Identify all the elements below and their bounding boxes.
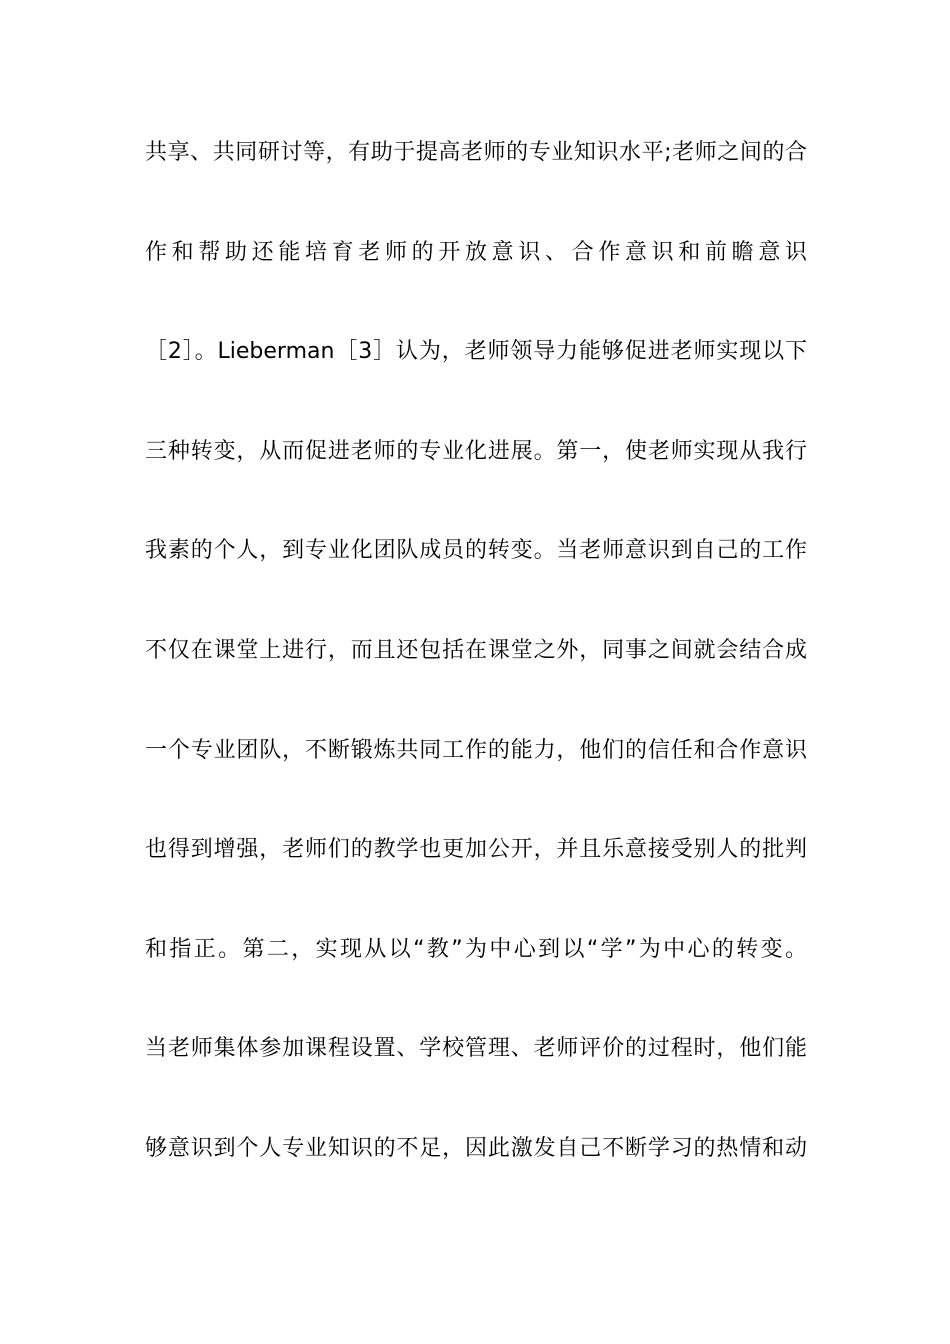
text-line: 够意识到个人专业知识的不足，因此激发自己不断学习的热情和动 bbox=[145, 1135, 807, 1161]
text-line: 三种转变，从而促进老师的专业化进展。第一，使老师实现从我行 bbox=[145, 438, 807, 464]
text-line: 和指正。第二，实现从以“教”为中心到以“学”为中心的转变。 bbox=[145, 936, 807, 962]
text-line: ［2］。Lieberman［3］认为，老师领导力能够促进老师实现以下 bbox=[145, 339, 807, 365]
text-line: 一个专业团队，不断锻炼共同工作的能力，他们的信任和合作意识 bbox=[145, 737, 807, 763]
body-text bbox=[145, 133, 807, 1229]
text-line: 我素的个人，到专业化团队成员的转变。当老师意识到自己的工作 bbox=[145, 538, 807, 564]
text-line: 当老师集体参加课程设置、学校管理、老师评价的过程时，他们能 bbox=[145, 1036, 807, 1062]
text-line: 也得到增强，老师们的教学也更加公开，并且乐意接受别人的批判 bbox=[145, 837, 807, 863]
text-line: 共享、共同研讨等，有助于提高老师的专业知识水平;老师之间的合 bbox=[145, 140, 807, 165]
text-line: 作和帮助还能培育老师的开放意识、合作意识和前瞻意识 bbox=[145, 239, 807, 265]
text-line: 不仅在课堂上进行，而且还包括在课堂之外，同事之间就会结合成 bbox=[145, 637, 807, 663]
